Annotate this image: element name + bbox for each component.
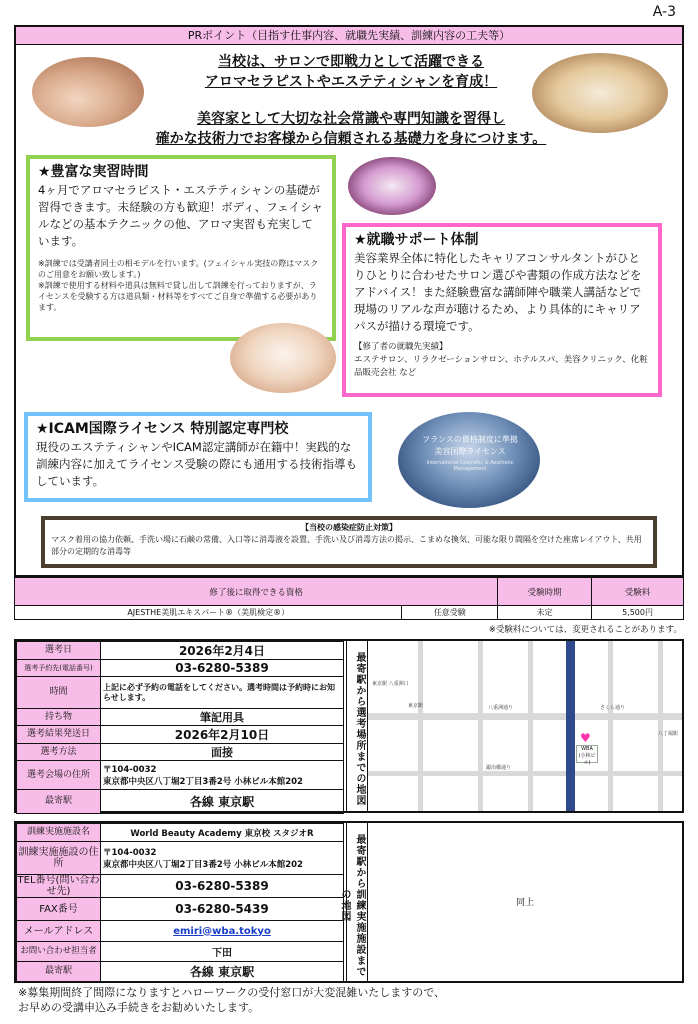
pr-section [14,25,684,577]
table-header: 修了後に取得できる資格 [15,578,498,606]
license-photo: フランスの資格制度に準拠 美容国際ライセンス International Cosmetic & Aesthetic Management [398,412,540,508]
field-label: 選考結果発送日 [17,726,101,744]
field-label: 持ち物 [17,709,101,726]
field-label: 選考日 [17,642,101,660]
contact-person: 下田 [101,942,344,962]
station-label: 八丁堀駅 [658,731,679,737]
feature-job-support [342,223,662,397]
selection-info [14,639,684,813]
exam-fee: 5,500円 [592,606,684,620]
training-photo [230,323,336,393]
road-label: 鍛冶橋通り [486,765,512,771]
station-label: 東京駅 八重洲口 [372,681,409,687]
email-link[interactable]: emiri@wba.tokyo [101,921,344,942]
reservation-phone: 03-6280-5389 [101,660,344,677]
fee-note: ※受験料については、変更されることがあります。 [488,625,682,635]
feature-body: 4ヶ月でアロマセラピスト・エステティシャンの基礎が習得できます。未経験の方も歓迎！ボディ、フェイシャルなどの基本テクニックの他、アロマ実習も充実しています。 [38,183,323,248]
facility-address: 〒104-0032 東京都中央区八丁堀2丁目3番2号 小林ビル本館202 [101,842,344,875]
facility-name: World Beauty Academy 東京校 スタジオR [101,824,344,842]
road-label: 八重洲通り [488,705,514,711]
selection-date: 2026年2月4日 [101,642,344,660]
employment-record: 【修了者の就職先実績】 エステサロン、リラクゼーションサロン、ホテルスパ、美容クリニック、化粧品販売会社 など [354,342,648,378]
field-label: 選考予約先(電話番号) [17,660,101,677]
feature-icam-license [24,412,372,502]
facility-info [14,821,684,983]
feature-body: 美容業界全体に特化したキャリアコンサルタントがひとりひとりに合わせたサロン選びや書類の作成方法などをアドバイス！また経験豊富な講師陣や職業人講話などで現場のリアルな声が聴けるため、より具体的にキャリアパスが描ける環境です。 [354,251,642,333]
lead-headline-2: 美容家として大切な社会常識や専門知識を習得し 確かな技術力でお客様から信頼される基礎力を身につけます。 [155,111,547,147]
facility-fax: 03-6280-5439 [101,898,344,921]
items-to-bring: 筆記用具 [101,709,344,726]
facility-phone: 03-6280-5389 [101,875,344,898]
covid-measures [41,516,657,568]
map-side-label: 最寄駅から訓練実施施設までの地図 [346,823,368,981]
qualification-name: AJESTHE美肌エキスパート®（美肌検定®） [15,606,402,620]
field-label: 時間 [17,677,101,709]
field-label: お問い合わせ担当者 [17,942,101,962]
field-label: FAX番号 [17,898,101,921]
table-header: 受験時期 [498,578,592,606]
field-label: 最寄駅 [17,962,101,982]
qualification-type: 任意受験 [402,606,498,620]
exam-timing: 未定 [498,606,592,620]
feature-body: 現役のエステティシャンやICAM認定講師が在籍中！実践的な訓練内容に加えてライセンス受験の際にも通用する技術指導もしています。 [36,440,357,488]
table-header: 受験料 [592,578,684,606]
feature-note: ※訓練では受講者同士の相モデルを行います。(フェイシャル実技の際はマスクのご用意をお願い致します。) [38,259,319,279]
venue-address: 〒104-0032 東京都中央区八丁堀2丁目3番2号 小林ビル本館202 [101,761,344,790]
field-label: 選考方法 [17,744,101,761]
nearest-station: 各線 東京駅 [101,790,344,814]
qualification-table [14,577,684,620]
feature-practice-time [26,155,336,341]
road-label: さくら通り [600,705,626,711]
feature-title: ★ICAM国際ライセンス 特別認定専門校 [36,421,289,437]
page-code: A-3 [652,4,676,20]
aroma-oils-photo [348,157,436,215]
result-date: 2026年2月10日 [101,726,344,744]
nearest-station: 各線 東京駅 [101,962,344,982]
feature-title: ★豊富な実習時間 [38,164,149,180]
selection-method: 面接 [101,744,344,761]
wba-building: WBA (小林ビル) [576,745,598,763]
feature-note: ※訓練で使用する材料や道具は無料で貸し出して訓練を行っておりますが、ライセンスを受験する方は道具類・材料等をすべてご自身で準備する必要があります。 [38,281,318,312]
table-row [15,606,684,620]
pr-header: PRポイント（目指す仕事内容、就職先実績、訓練内容の工夫等） [16,27,682,45]
field-label: 最寄駅 [17,790,101,814]
field-label: TEL番号(問い合わせ先) [17,875,100,897]
covid-title: 【当校の感染症防止対策】 [301,523,397,532]
heart-icon: ♥ [580,731,591,745]
same-as-above: 同上 [515,898,534,908]
field-label: 選考会場の住所 [17,761,101,790]
feature-title: ★就職サポート体制 [354,232,479,248]
lead-headline-1: 当校は、サロンで即戦力として活躍できる アロマセラピストやエステティシャンを育成！ [204,54,498,90]
field-label: 訓練実施施設の住所 [17,842,101,875]
field-label: 訓練実施施設名 [17,824,101,842]
selection-time: 上記に必ず予約の電話をしてください。選考時間は予約時にお知らせします。 [101,677,344,709]
access-map [368,641,682,811]
map-side-label: 最寄駅から選考場所までの地図 [346,641,368,811]
station-label: 東京駅 [408,703,424,709]
field-label: メールアドレス [17,921,101,942]
covid-body: マスク着用の協力依頼、手洗い場に石鹸の常備、入口等に消毒液を設置、手洗い及び消毒方法の掲示、こまめな換気、可能な限り間隔を空けた座席レイアウト、共用部分の定期的な消毒等 [51,535,642,556]
footer-note: ※募集期間終了間際になりますとハローワークの受付窓口が大変混雑いたしますので、 お早めの受講申込み手続きをお勧めいたします。 [18,986,445,1014]
